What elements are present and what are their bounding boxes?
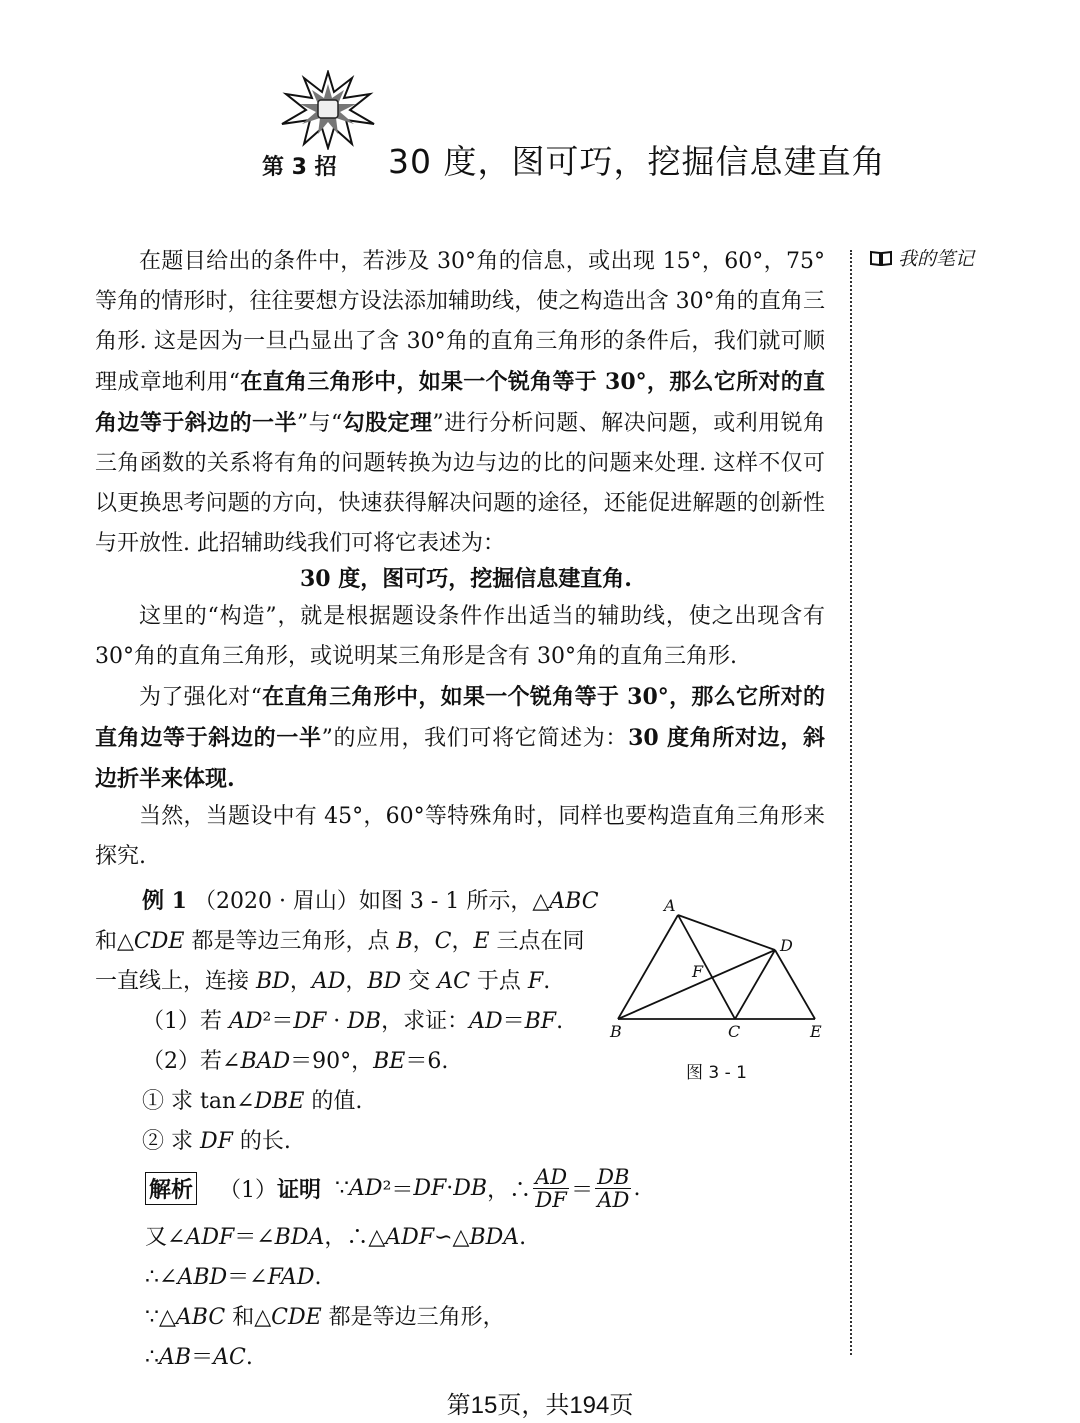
chapter-number: 第 3 招 [262,155,337,180]
intro-paragraph-4: 当然，当题设中有 45°，60°等特殊角时，同样也要构造直角三角形来探究. [95,804,825,869]
label-E: E [810,1022,822,1041]
question-2-part-1: ① 求 tan∠DBE 的值. [142,1089,363,1114]
motto: 30 度，图可巧，挖掘信息建直角. [300,566,632,592]
figure-caption: 图 3 - 1 [686,1063,747,1083]
example-line-3: 一直线上，连接 BD，AD，BD 交 AC 于点 F. [95,969,551,994]
question-2: （2）若∠BAD＝90°，BE＝6. [142,1049,449,1074]
solution-line-2: 又∠ADF＝∠BDA，∴△ADF∽△BDA. [145,1225,527,1250]
notes-divider [850,250,852,1355]
fraction-db-ad: $\frac{DB}{AD}$ [597,1165,630,1212]
geometry-figure [600,893,840,1043]
notes-heading [870,244,974,271]
label-D: D [780,936,793,955]
intro-paragraph-3: 为了强化对“在直角三角形中，如果一个锐角等于 30°，那么它所对的直角边等于斜边的一半”的应用，我们可将它简述为：30 度角所对边，斜边折半来体现. [95,684,826,792]
solution-line-4: ∵△ABC 和△CDE 都是等边三角形， [145,1305,505,1330]
chapter-title: 30 度，图可巧，挖掘信息建直角 [388,142,886,181]
solution-line-1: 解析 （1） 证明 ∵ AD ²＝ DF · DB ，∴ $\frac{AD}{DF}$ ＝ $\frac{DB}{AD}$ . [145,1166,640,1211]
label-B: B [610,1022,622,1041]
label-C: C [728,1022,741,1041]
solution-line-3: ∴∠ABD＝∠FAD. [145,1265,322,1290]
label-F: F [692,962,704,981]
page-number: 第15页，共194页 [446,1392,634,1419]
label-A: A [664,896,676,915]
fraction-ad-df: $\frac{AD}{DF}$ [535,1165,568,1212]
solution-label: 解析 [145,1172,197,1205]
question-2-part-2: ② 求 DF 的长. [142,1129,291,1154]
intro-paragraph-2: 这里的“构造”，就是根据题设条件作出适当的辅助线，使之出现含有 30°角的直角三角形，或说明某三角形是含有 30°角的直角三角形. [95,604,825,669]
chapter-badge-icon [278,70,378,150]
question-1: （1）若 AD²＝DF · DB，求证：AD＝BF. [142,1009,564,1034]
solution-line-5: ∴AB＝AC. [145,1345,253,1370]
example-line-2: 和△CDE 都是等边三角形，点 B，C，E 三点在同 [95,929,585,954]
intro-paragraph-1: 在题目给出的条件中，若涉及 30°角的信息，或出现 15°，60°，75°等角的情形时，往往要想方设法添加辅助线，使之构造出含 30°角的直角三角形. 这是因为一旦凸显出了含 30°角的直角三角形的条件后，我们就可顺理成章地利用“在直角三角形中，如果一个锐角等于 30°，那么它所对的直角边等于斜边的一半”与“勾股定理”进行分析问题、解决问题，或利用锐角三角函数的关系将有角的问题转换为边与边的比的问题来处理. 这样不仅可以更换思考问题的方向，快速获得解决问题的途径，还能促进解题的创新性与开放性. 此招辅助线我们可将它表述为： [95,249,826,556]
figure-lines [618,915,815,1019]
notes-label: 我的笔记 [898,248,975,270]
book-icon [870,250,892,266]
example-line-1: 例 1 （2020 · 眉山）如图 3 - 1 所示，△ABC [142,888,599,914]
